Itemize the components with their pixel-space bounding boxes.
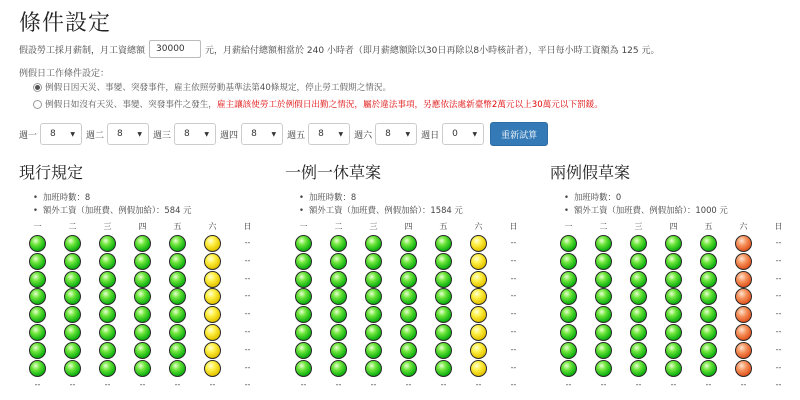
hour-light-green [435,306,452,323]
hour-light-green [595,324,612,341]
salary-assumption [19,40,660,58]
empty-hour: -- [244,291,251,301]
hour-light-yellow [470,253,487,270]
hour-light-green [330,360,347,377]
hour-light-yellow [204,306,221,323]
hour-light-green [665,288,682,305]
hour-light-green [700,235,717,252]
hour-light-orange [735,235,752,252]
day-column [691,221,726,395]
hour-light-yellow [470,306,487,323]
day-column [286,221,321,395]
hour-light-yellow [470,360,487,377]
hour-light-green [560,235,577,252]
radio-option-disaster[interactable] [33,81,391,93]
empty-hour: -- [104,380,111,390]
panel-title: 現行規定 [19,163,84,182]
hour-light-orange [735,253,752,270]
empty-hour: -- [510,309,517,319]
hour-light-green [295,253,312,270]
hour-light-green [330,235,347,252]
hour-light-green [435,324,452,341]
day-column [195,221,230,395]
hours-value: 0 [452,129,458,139]
empty-hour: -- [244,344,251,354]
hour-light-green [365,288,382,305]
hour-light-yellow [470,235,487,252]
hour-light-green [435,235,452,252]
empty-hour: -- [440,380,447,390]
day-column [356,221,391,395]
day-column [726,221,761,395]
empty-hour: -- [740,380,747,390]
hour-light-green [99,306,116,323]
hour-light-green [64,235,81,252]
hour-light-green [595,306,612,323]
hour-light-green [29,235,46,252]
hour-light-green [295,324,312,341]
hour-light-green [630,306,647,323]
hour-light-green [365,235,382,252]
hour-light-green [99,288,116,305]
day-column [90,221,125,395]
hour-light-green [665,360,682,377]
hour-light-green [700,253,717,270]
day-column [230,221,265,395]
day-column [160,221,195,395]
hour-light-green [595,360,612,377]
hour-light-green [295,288,312,305]
radio-option-no-disaster[interactable] [33,98,603,110]
empty-hour: -- [510,380,517,390]
day-column [656,221,691,395]
empty-hour: -- [244,326,251,336]
hour-light-orange [735,360,752,377]
day-header: 二 [599,222,608,231]
extra-pay: • 額外工資（加班費、例假加給）：1584 元 [299,204,463,217]
hour-light-green [700,306,717,323]
empty-hour: -- [174,380,181,390]
assumption-suffix: 元，月薪給付總額相當於 240 小時者（即月薪總額除以30日再除以8小時核計者），平日每小時工資額為 125 元。 [205,45,660,56]
hour-light-green [560,360,577,377]
hour-light-green [400,306,417,323]
empty-hour: -- [510,326,517,336]
hour-light-yellow [470,288,487,305]
empty-hour: -- [475,380,482,390]
hour-light-green [595,235,612,252]
weekly-hours-row [19,122,548,146]
overtime-hours: • 加班時數：8 [33,191,191,204]
empty-hour: -- [209,380,216,390]
caret-down-icon: ▼ [405,130,411,138]
hour-light-green [134,235,151,252]
hour-light-green [630,342,647,359]
empty-hour: -- [69,380,76,390]
day-header: 六 [208,222,217,231]
extra-pay: • 額外工資（加班費、例假加給）：1000 元 [564,204,728,217]
day-label-wed: 週三 [153,130,172,141]
hour-light-green [29,306,46,323]
hour-light-orange [735,342,752,359]
empty-hour: -- [244,255,251,265]
day-header: 日 [243,222,252,231]
empty-hour: -- [34,380,41,390]
hour-light-green [169,288,186,305]
day-column [496,221,531,395]
caret-down-icon: ▼ [271,130,277,138]
empty-hour: -- [405,380,412,390]
hour-light-green [99,360,116,377]
hour-light-green [99,342,116,359]
empty-hour: -- [775,344,782,354]
hour-light-green [330,306,347,323]
page-title: 條件設定 [19,11,112,36]
hour-light-green [665,342,682,359]
empty-hour: -- [775,291,782,301]
hour-light-green [330,342,347,359]
hour-light-yellow [204,288,221,305]
day-label-mon: 週一 [19,130,38,141]
hours-value: 8 [117,129,123,139]
hours-grid-current [20,221,265,395]
hours-value: 8 [318,129,324,139]
empty-hour: -- [635,380,642,390]
hour-light-green [435,360,452,377]
day-column [321,221,356,395]
panel-summary [564,191,728,217]
hours-select-fri[interactable] [308,123,350,145]
radio-option-no-disaster-label: 例假日如沒有天災、事變、突發事件之發生， [45,100,217,110]
hour-light-green [295,235,312,252]
hour-light-yellow [204,342,221,359]
hour-light-green [134,253,151,270]
hour-light-yellow [470,324,487,341]
hour-light-green [330,271,347,288]
overtime-hours: • 加班時數：0 [564,191,728,204]
hour-light-green [665,271,682,288]
day-column [20,221,55,395]
hour-light-green [365,253,382,270]
hour-light-orange [735,324,752,341]
hour-light-green [99,324,116,341]
day-column [125,221,160,395]
day-column [621,221,656,395]
hour-light-green [700,324,717,341]
day-column [426,221,461,395]
empty-hour: -- [705,380,712,390]
day-label-thu: 週四 [220,130,239,141]
hours-select-thu[interactable] [241,123,283,145]
hour-light-green [295,342,312,359]
day-column [55,221,90,395]
hour-light-green [560,271,577,288]
hour-light-green [169,253,186,270]
hour-light-green [169,324,186,341]
holiday-conditions-label: 例假日工作條件設定： [19,69,110,79]
day-label-sun: 週日 [421,130,440,141]
hour-light-green [400,288,417,305]
empty-hour: -- [335,380,342,390]
hour-light-green [560,324,577,341]
hour-light-green [630,324,647,341]
hour-light-green [665,324,682,341]
hour-light-green [365,271,382,288]
hour-light-green [400,360,417,377]
hour-light-green [29,360,46,377]
hour-light-green [64,360,81,377]
hour-light-yellow [470,342,487,359]
empty-hour: -- [510,362,517,372]
hour-light-green [700,288,717,305]
panel-title: 兩例假草案 [550,163,631,182]
hours-select-sun[interactable] [442,123,484,145]
empty-hour: -- [565,380,572,390]
empty-hour: -- [300,380,307,390]
day-header: 五 [439,222,448,231]
day-header: 三 [369,222,378,231]
empty-hour: -- [244,309,251,319]
hour-light-green [365,360,382,377]
hour-light-green [700,360,717,377]
empty-hour: -- [370,380,377,390]
hour-light-green [595,253,612,270]
day-header: 二 [68,222,77,231]
hour-light-green [169,235,186,252]
hour-light-green [630,271,647,288]
hours-value: 8 [50,129,56,139]
hour-light-green [134,306,151,323]
empty-hour: -- [244,380,251,390]
empty-hour: -- [775,326,782,336]
hour-light-green [29,253,46,270]
hour-light-green [29,271,46,288]
empty-hour: -- [775,238,782,247]
hour-light-green [700,271,717,288]
day-column [391,221,426,395]
empty-hour: -- [244,273,251,283]
empty-hour: -- [775,255,782,265]
empty-hour: -- [670,380,677,390]
hour-light-green [134,342,151,359]
hours-select-tue[interactable] [107,123,149,145]
hour-light-green [330,324,347,341]
hour-light-green [169,360,186,377]
hour-light-green [295,306,312,323]
hour-light-green [365,342,382,359]
hour-light-green [64,324,81,341]
empty-hour: -- [510,291,517,301]
hour-light-green [435,342,452,359]
assumption-prefix: 假設勞工採月薪制，月工資總額 [19,45,146,56]
hour-light-green [29,324,46,341]
day-column [761,221,796,395]
hour-light-green [560,288,577,305]
day-header: 一 [33,222,42,231]
hour-light-orange [735,306,752,323]
hour-light-green [29,342,46,359]
empty-hour: -- [775,273,782,283]
hour-light-green [29,288,46,305]
hour-light-green [134,288,151,305]
hour-light-green [435,288,452,305]
day-header: 一 [564,222,573,231]
day-header: 五 [704,222,713,231]
caret-down-icon: ▼ [338,130,344,138]
hour-light-green [365,324,382,341]
radio-option-disaster-label: 例假日因天災、事變、突發事件，雇主依照勞動基準法第40條規定，停止勞工假期之情況。 [45,83,392,93]
hour-light-green [169,271,186,288]
day-column [551,221,586,395]
hour-light-green [595,342,612,359]
hour-light-green [435,271,452,288]
hour-light-green [400,324,417,341]
hour-light-green [665,235,682,252]
hour-light-green [400,271,417,288]
hour-light-orange [735,271,752,288]
empty-hour: -- [775,362,782,372]
panel-two-fixed-days [550,160,728,217]
hour-light-green [665,306,682,323]
hour-light-green [64,306,81,323]
caret-down-icon: ▼ [472,130,478,138]
hour-light-green [330,288,347,305]
radio-checked-icon[interactable] [33,83,42,92]
hour-light-green [560,306,577,323]
empty-hour: -- [139,380,146,390]
hour-light-green [400,235,417,252]
extra-pay: • 額外工資（加班費、例假加給）：584 元 [33,204,191,217]
day-header: 二 [334,222,343,231]
day-label-tue: 週二 [86,130,105,141]
day-header: 日 [774,222,783,231]
day-header: 六 [739,222,748,231]
hour-light-green [400,253,417,270]
day-header: 日 [509,222,518,231]
hour-light-green [630,253,647,270]
day-header: 一 [299,222,308,231]
hour-light-green [295,271,312,288]
day-header: 四 [138,222,147,231]
hours-select-sat[interactable] [375,123,417,145]
hour-light-green [99,253,116,270]
panel-summary [33,191,191,217]
hour-light-green [435,253,452,270]
hour-light-green [99,235,116,252]
hour-light-green [630,288,647,305]
hours-select-wed[interactable] [174,123,216,145]
radio-unchecked-icon[interactable] [33,100,42,109]
hour-light-green [400,342,417,359]
hour-light-green [560,253,577,270]
hours-grid-one-fixed-one-flexible [286,221,531,395]
empty-hour: -- [510,273,517,283]
monthly-salary-input[interactable] [149,40,201,58]
panel-current-rules [19,160,191,217]
day-label-fri: 週五 [287,130,306,141]
hours-grid-two-fixed [551,221,796,395]
hour-light-yellow [470,271,487,288]
hour-light-green [330,253,347,270]
hour-light-green [700,342,717,359]
hours-select-mon[interactable] [40,123,82,145]
panel-title: 一例一休草案 [285,163,382,182]
day-header: 三 [103,222,112,231]
day-header: 三 [634,222,643,231]
empty-hour: -- [775,380,782,390]
penalty-warning: 雇主讓該使勞工於例假日出勤之情況，屬於違法事項，另應依法處新臺幣2萬元以上30萬元以下罰鍰。 [216,100,603,110]
overtime-hours: • 加班時數：8 [299,191,463,204]
hour-light-green [665,253,682,270]
hour-light-green [560,342,577,359]
hour-light-green [365,306,382,323]
empty-hour: -- [775,309,782,319]
hour-light-green [64,271,81,288]
empty-hour: -- [600,380,607,390]
hour-light-green [295,360,312,377]
hour-light-green [630,235,647,252]
hour-light-green [169,306,186,323]
day-header: 五 [173,222,182,231]
hour-light-yellow [204,271,221,288]
hour-light-green [134,324,151,341]
day-header: 四 [669,222,678,231]
hour-light-green [134,360,151,377]
caret-down-icon: ▼ [137,130,143,138]
day-column [586,221,621,395]
hour-light-green [595,271,612,288]
panel-one-fixed-one-flexible [285,160,463,217]
hours-value: 8 [385,129,391,139]
hour-light-green [595,288,612,305]
hour-light-yellow [204,253,221,270]
hour-light-green [64,342,81,359]
hour-light-yellow [204,324,221,341]
day-column [461,221,496,395]
empty-hour: -- [510,238,517,247]
day-label-sat: 週六 [354,130,373,141]
hour-light-green [169,342,186,359]
panel-summary [299,191,463,217]
hour-light-orange [735,288,752,305]
empty-hour: -- [244,362,251,372]
empty-hour: -- [510,255,517,265]
hour-light-green [134,271,151,288]
hour-light-green [64,288,81,305]
day-header: 六 [474,222,483,231]
day-header: 四 [404,222,413,231]
hour-light-yellow [204,235,221,252]
empty-hour: -- [510,344,517,354]
hour-light-yellow [204,360,221,377]
recalculate-button[interactable]: 重新試算 [490,122,548,146]
empty-hour: -- [244,238,251,247]
caret-down-icon: ▼ [70,130,76,138]
hours-value: 8 [251,129,257,139]
hour-light-green [99,271,116,288]
hour-light-green [630,360,647,377]
hours-value: 8 [184,129,190,139]
hour-light-green [64,253,81,270]
caret-down-icon: ▼ [204,130,210,138]
